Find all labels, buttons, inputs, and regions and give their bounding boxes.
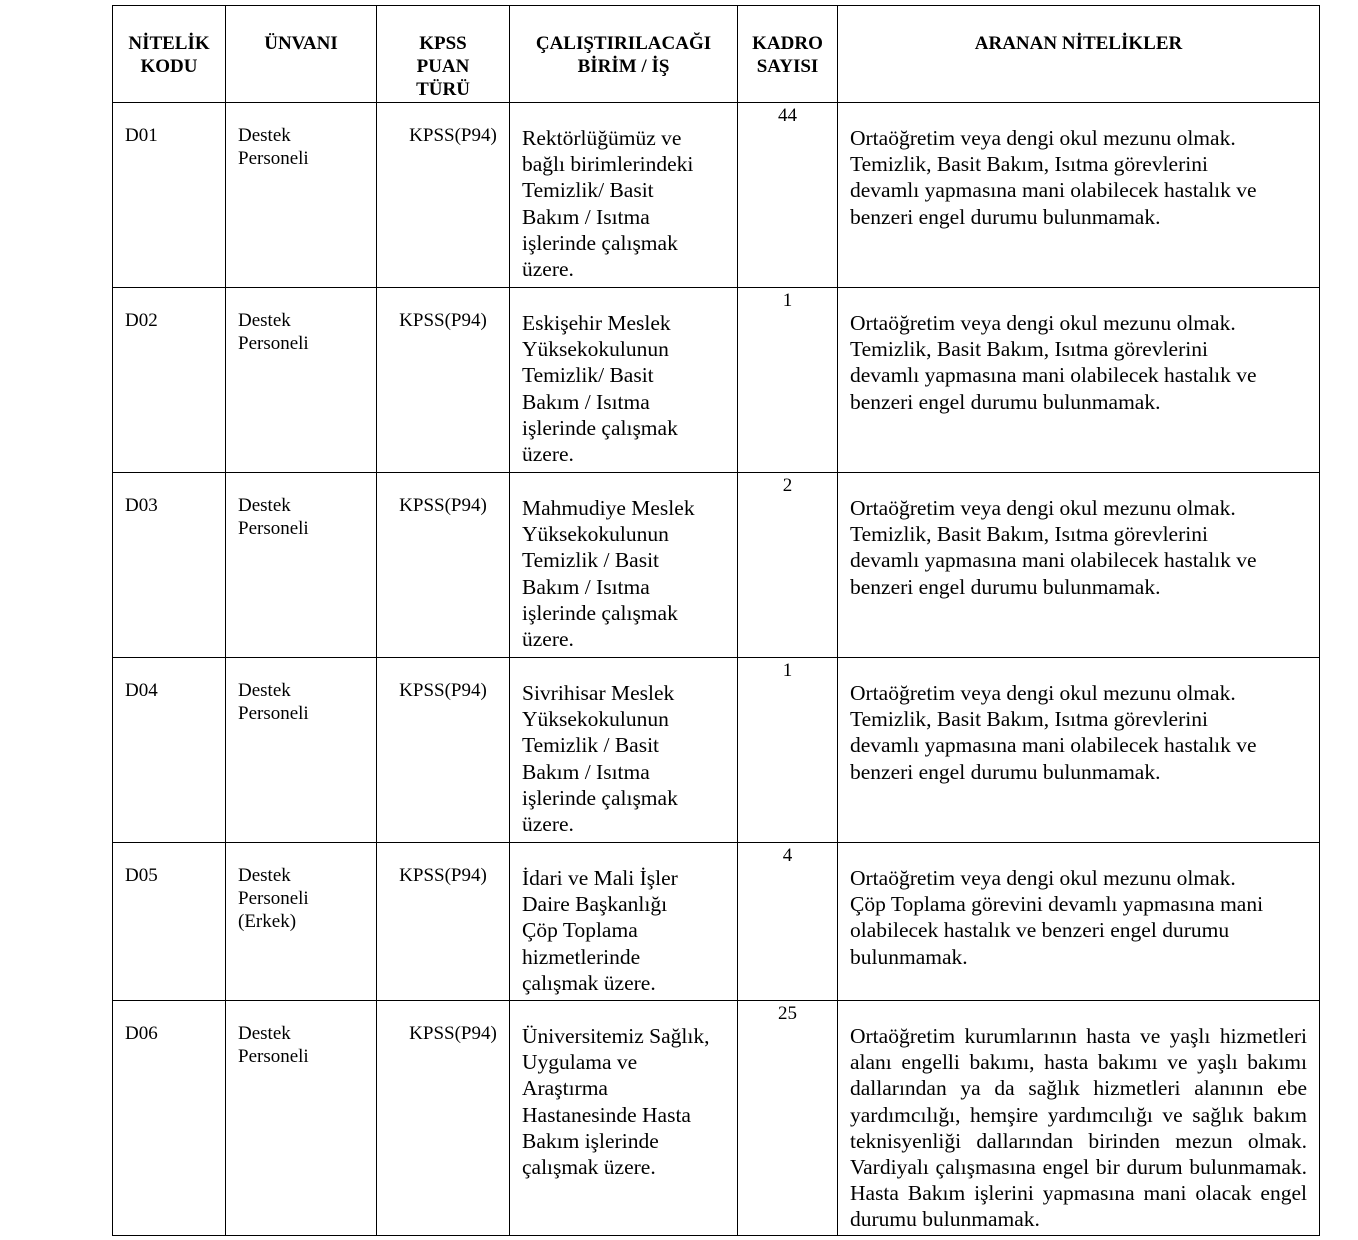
birim-line: üzere. xyxy=(522,442,574,467)
birim-line: işlerinde çalışmak xyxy=(522,415,678,440)
unvan-line: Personeli xyxy=(238,888,309,909)
aranan-nitelikler-cell xyxy=(838,658,1320,843)
unvan-line: Destek xyxy=(238,680,291,701)
birim-line: bağlı birimlerindeki xyxy=(522,152,694,177)
birim-line: Bakım / Isıtma xyxy=(522,574,650,599)
birim-line: Çöp Toplama xyxy=(522,918,638,943)
birim-line: hizmetlerinde xyxy=(522,944,641,969)
nitelik-line: olabilecek hastalık ve benzeri engel durumu xyxy=(850,918,1230,943)
unvan-cell xyxy=(226,1001,377,1236)
birim-line: Temizlik / Basit xyxy=(522,548,660,573)
nitelik-line: benzeri engel durumu bulunmamak. xyxy=(850,759,1161,784)
nitelik-line: benzeri engel durumu bulunmamak. xyxy=(850,389,1161,414)
nitelik-line: Temizlik, Basit Bakım, Isıtma görevlerini xyxy=(850,707,1208,732)
birim-line: İdari ve Mali İşler xyxy=(522,866,678,890)
header-line: SAYISI xyxy=(756,56,819,77)
birim-line: üzere. xyxy=(522,257,574,282)
birim-line: üzere. xyxy=(522,627,574,652)
header-calistirilacagi-birim xyxy=(510,6,738,103)
nitelik-line: devamlı yapmasına mani olabilecek hastalık ve xyxy=(850,363,1257,388)
aranan-nitelikler-cell xyxy=(838,103,1320,288)
puan-turu-cell: KPSS(P94) xyxy=(377,103,510,288)
birim-cell xyxy=(510,288,738,473)
nitelik-line: devamlı yapmasına mani olabilecek hastalık ve xyxy=(850,548,1257,573)
birim-line: üzere. xyxy=(522,812,574,837)
header-line: NİTELİK xyxy=(128,33,210,54)
unvan-line: Destek xyxy=(238,1023,291,1044)
birim-line: Sivrihisar Meslek xyxy=(522,681,675,705)
nitelik-line: Temizlik, Basit Bakım, Isıtma görevlerini xyxy=(850,522,1208,547)
table-row xyxy=(113,288,1320,473)
aranan-nitelikler-cell xyxy=(838,843,1320,1001)
table-row xyxy=(113,658,1320,843)
nitelik-kodu-cell: D04 xyxy=(113,658,226,843)
unvan-line: Personeli xyxy=(238,148,309,169)
birim-line: Bakım / Isıtma xyxy=(522,759,650,784)
header-unvani xyxy=(226,6,377,103)
unvan-line: Destek xyxy=(238,865,291,886)
kadro-sayisi-cell: 44 xyxy=(738,103,838,288)
birim-line: Eskişehir Meslek xyxy=(522,311,671,335)
birim-line: işlerinde çalışmak xyxy=(522,230,678,255)
birim-line: Bakım / Isıtma xyxy=(522,204,650,229)
header-line: ÜNVANI xyxy=(264,33,338,54)
puan-turu-cell: KPSS(P94) xyxy=(377,843,510,1001)
birim-line: işlerinde çalışmak xyxy=(522,600,678,625)
nitelik-line: Ortaöğretim veya dengi okul mezunu olmak. xyxy=(850,681,1236,705)
nitelik-line: bulunmamak. xyxy=(850,944,968,969)
nitelik-line: Çöp Toplama görevini devamlı yapmasına mani xyxy=(850,892,1264,917)
kadro-sayisi-cell: 4 xyxy=(738,843,838,1001)
unvan-cell xyxy=(226,658,377,843)
nitelik-line: Ortaöğretim veya dengi okul mezunu olmak. xyxy=(850,496,1236,520)
birim-line: Araştırma xyxy=(522,1076,608,1101)
header-line: ÇALIŞTIRILACAĞI xyxy=(535,33,712,54)
kadro-sayisi-cell: 25 xyxy=(738,1001,838,1236)
birim-line: Hastanesinde Hasta xyxy=(522,1102,691,1127)
header-aranan-nitelikler xyxy=(838,6,1320,103)
header-line: BİRİM / İŞ xyxy=(577,56,670,77)
header-line: TÜRÜ xyxy=(416,79,470,100)
nitelik-line: benzeri engel durumu bulunmamak. xyxy=(850,574,1161,599)
birim-cell xyxy=(510,658,738,843)
header-kpss-puan-turu xyxy=(377,6,510,103)
header-row xyxy=(113,6,1320,103)
table-row xyxy=(113,103,1320,288)
birim-line: işlerinde çalışmak xyxy=(522,785,678,810)
birim-cell xyxy=(510,1001,738,1236)
unvan-line: Personeli xyxy=(238,703,309,724)
birim-line: Yüksekokulunun xyxy=(522,707,669,732)
header-kadro-sayisi xyxy=(738,6,838,103)
unvan-line: Destek xyxy=(238,125,291,146)
nitelik-line: Temizlik, Basit Bakım, Isıtma görevlerini xyxy=(850,152,1208,177)
header-line: KPSS xyxy=(419,33,467,54)
birim-line: çalışmak üzere. xyxy=(522,970,656,995)
unvan-cell xyxy=(226,843,377,1001)
kadro-sayisi-cell: 2 xyxy=(738,473,838,658)
nitelik-line: Ortaöğretim veya dengi okul mezunu olmak. xyxy=(850,126,1236,150)
nitelik-line: benzeri engel durumu bulunmamak. xyxy=(850,204,1161,229)
kadro-sayisi-cell: 1 xyxy=(738,658,838,843)
birim-line: Temizlik/ Basit xyxy=(522,363,654,388)
unvan-line: Destek xyxy=(238,310,291,331)
puan-turu-cell: KPSS(P94) xyxy=(377,1001,510,1236)
birim-line: Temizlik / Basit xyxy=(522,733,660,758)
birim-line: Bakım işlerinde xyxy=(522,1128,659,1153)
birim-line: Üniversitemiz Sağlık, xyxy=(522,1024,710,1048)
puan-turu-cell: KPSS(P94) xyxy=(377,658,510,843)
puan-turu-cell: KPSS(P94) xyxy=(377,473,510,658)
nitelik-line: Ortaöğretim veya dengi okul mezunu olmak. xyxy=(850,866,1236,890)
birim-line: Daire Başkanlığı xyxy=(522,892,668,917)
table-row xyxy=(113,843,1320,1001)
unvan-line: Personeli xyxy=(238,333,309,354)
unvan-cell xyxy=(226,473,377,658)
unvan-line: Destek xyxy=(238,495,291,516)
nitelik-line: Ortaöğretim veya dengi okul mezunu olmak. xyxy=(850,311,1236,335)
birim-line: Yüksekokulunun xyxy=(522,522,669,547)
birim-line: Bakım / Isıtma xyxy=(522,389,650,414)
birim-line: Uygulama ve xyxy=(522,1050,638,1075)
birim-line: çalışmak üzere. xyxy=(522,1155,656,1180)
nitelik-kodu-cell: D05 xyxy=(113,843,226,1001)
unvan-line: Personeli xyxy=(238,518,309,539)
staff-positions-table xyxy=(112,5,1320,1236)
unvan-cell xyxy=(226,103,377,288)
nitelik-kodu-cell: D01 xyxy=(113,103,226,288)
unvan-cell xyxy=(226,288,377,473)
header-line: KODU xyxy=(140,56,198,77)
header-line: PUAN xyxy=(416,56,470,77)
header-line: ARANAN NİTELİKLER xyxy=(974,33,1183,54)
table-row xyxy=(113,473,1320,658)
kadro-sayisi-cell: 1 xyxy=(738,288,838,473)
unvan-line: Personeli xyxy=(238,1046,309,1067)
aranan-nitelikler-cell xyxy=(838,288,1320,473)
header-nitelik-kodu xyxy=(113,6,226,103)
nitelik-line: devamlı yapmasına mani olabilecek hastalık ve xyxy=(850,178,1257,203)
birim-line: Mahmudiye Meslek xyxy=(522,496,695,520)
birim-cell xyxy=(510,473,738,658)
birim-cell xyxy=(510,103,738,288)
aranan-nitelikler-cell: Ortaöğretim kurumlarının hasta ve yaşlı hizmetleri alanı engelli bakımı, hasta bakımı ve yaşlı bakımı dallarından ya da sağlık hizmetleri alanının ebe yardımcılığı, hemşire yardımcılığı ve sağlık bakım teknisyenliği dallarından birinden mezun olmak. Vardiyalı çalışmasına engel bir durum bulunmamak. Hasta Bakım işlerini yapmasına mani olacak engel durumu bulunmamak. xyxy=(838,1001,1320,1236)
birim-cell xyxy=(510,843,738,1001)
nitelik-line: devamlı yapmasına mani olabilecek hastalık ve xyxy=(850,733,1257,758)
unvan-line: (Erkek) xyxy=(238,911,297,932)
nitelik-kodu-cell: D06 xyxy=(113,1001,226,1236)
birim-line: Rektörlüğümüz ve xyxy=(522,126,682,150)
table-row xyxy=(113,1001,1320,1236)
puan-turu-cell: KPSS(P94) xyxy=(377,288,510,473)
header-line: KADRO xyxy=(752,33,823,54)
birim-line: Temizlik/ Basit xyxy=(522,178,654,203)
aranan-nitelikler-cell xyxy=(838,473,1320,658)
nitelik-line: Temizlik, Basit Bakım, Isıtma görevlerini xyxy=(850,337,1208,362)
nitelik-kodu-cell: D03 xyxy=(113,473,226,658)
birim-line: Yüksekokulunun xyxy=(522,337,669,362)
nitelik-kodu-cell: D02 xyxy=(113,288,226,473)
